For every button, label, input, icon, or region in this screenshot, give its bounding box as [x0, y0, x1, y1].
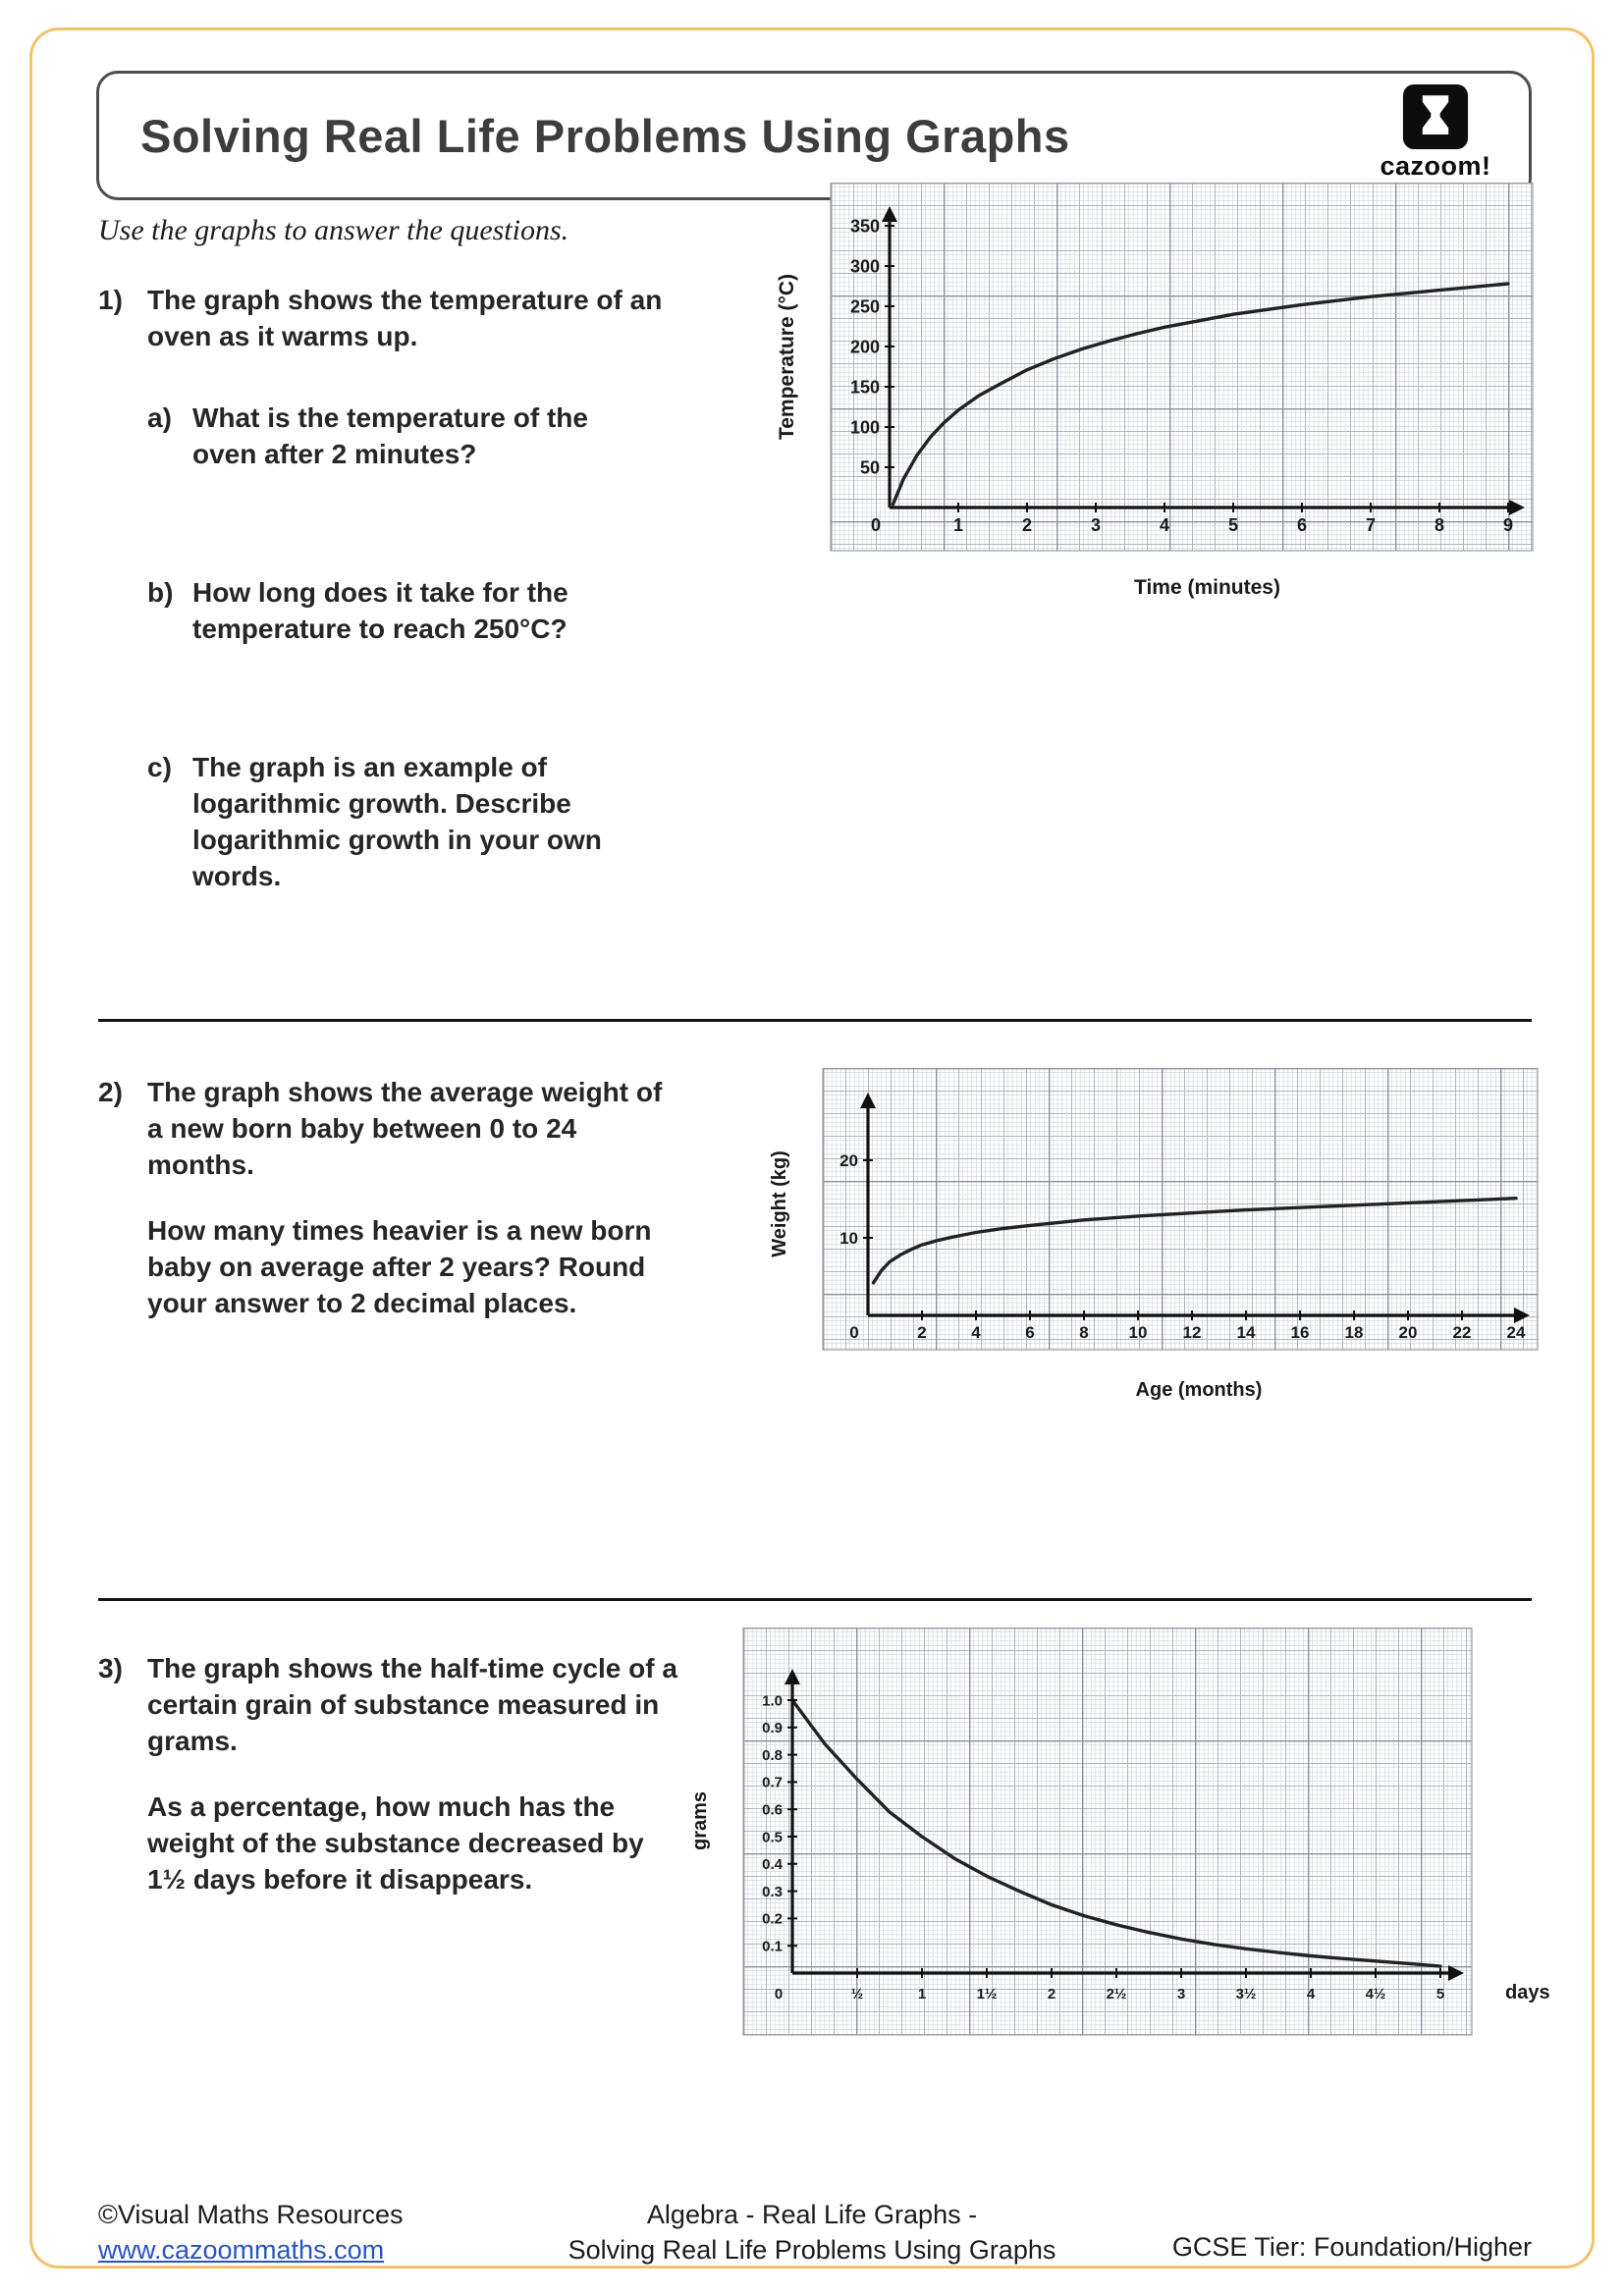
half-life-graph	[682, 1628, 1556, 2097]
svg-text:1: 1	[952, 515, 964, 535]
svg-text:20: 20	[839, 1150, 858, 1170]
intro-text: Use the graphs to answer the questions.	[98, 214, 569, 246]
page-title: Solving Real Life Problems Using Graphs	[140, 109, 1070, 162]
question-1-number: 1)	[98, 285, 123, 315]
svg-text:150: 150	[849, 377, 880, 398]
svg-text:5: 5	[1227, 515, 1239, 535]
svg-text:10: 10	[839, 1228, 858, 1248]
footer-topic-line2: Solving Real Life Problems Using Graphs	[568, 2235, 1056, 2266]
header-box	[96, 71, 1532, 200]
part-c-label: c)	[147, 751, 172, 782]
question-1-part-b	[147, 575, 727, 648]
svg-text:1½: 1½	[976, 1986, 998, 2002]
svg-text:0.8: 0.8	[762, 1746, 783, 1764]
cazoom-logo	[1372, 83, 1499, 182]
svg-text:grams: grams	[689, 1790, 711, 1851]
svg-text:0: 0	[774, 1986, 784, 2002]
svg-text:14: 14	[1236, 1323, 1256, 1342]
svg-text:10: 10	[1128, 1323, 1148, 1342]
svg-text:0.9: 0.9	[762, 1720, 783, 1737]
question-1-text: The graph shows the temperature of an oven as it warms up.	[147, 285, 663, 351]
question-2-stem	[98, 1075, 727, 1184]
svg-text:100: 100	[849, 417, 880, 438]
question-1-stem	[98, 283, 727, 355]
svg-text:12: 12	[1182, 1323, 1202, 1342]
question-2-text2: How many times heavier is a new born baby on average after 2 years? Round your answer to 2 decimal places.	[147, 1214, 652, 1318]
svg-text:2: 2	[917, 1323, 927, 1342]
cazoom-logo-icon	[1402, 83, 1469, 150]
footer-tier: GCSE Tier: Foundation/Higher	[1171, 2232, 1532, 2262]
svg-text:2: 2	[1047, 1986, 1056, 2002]
question-2-text: The graph shows the average weight of a new born baby between 0 to 24 months.	[147, 1077, 663, 1180]
question-3-stem	[98, 1651, 727, 1760]
svg-text:½: ½	[850, 1986, 864, 2002]
question-1-part-c	[147, 750, 727, 895]
svg-text:250: 250	[849, 296, 880, 317]
svg-text:0.4: 0.4	[762, 1856, 783, 1874]
svg-text:4: 4	[1306, 1986, 1316, 2002]
baby-weight-graph	[754, 1068, 1551, 1421]
svg-text:20: 20	[1398, 1323, 1418, 1342]
svg-text:2: 2	[1021, 515, 1033, 535]
question-3-number: 3)	[98, 1653, 123, 1683]
svg-text:Age (months): Age (months)	[1135, 1379, 1263, 1401]
question-2	[98, 1075, 727, 1322]
svg-text:8: 8	[1434, 515, 1445, 535]
svg-text:24: 24	[1506, 1323, 1526, 1342]
svg-text:0.2: 0.2	[762, 1910, 783, 1928]
svg-text:3: 3	[1176, 1986, 1186, 2002]
svg-text:3: 3	[1090, 515, 1102, 535]
svg-text:0.7: 0.7	[762, 1774, 783, 1791]
svg-text:Temperature (°C): Temperature (°C)	[776, 273, 798, 441]
svg-text:8: 8	[1079, 1323, 1089, 1342]
svg-text:7: 7	[1365, 515, 1377, 535]
part-a-text: What is the temperature of the oven after 2 minutes?	[192, 401, 588, 469]
footer-topic-line1: Algebra - Real Life Graphs -	[646, 2200, 978, 2229]
part-a-label: a)	[147, 401, 172, 433]
cazoom-logo-text: cazoom!	[1380, 151, 1491, 181]
svg-text:200: 200	[849, 337, 880, 357]
question-2-number: 2)	[98, 1077, 123, 1107]
svg-text:9: 9	[1502, 515, 1514, 535]
svg-text:5: 5	[1435, 1986, 1445, 2002]
question-1-part-a	[147, 400, 727, 473]
section-divider-1	[98, 1019, 1532, 1022]
svg-text:Time (minutes): Time (minutes)	[1134, 576, 1280, 599]
svg-text:300: 300	[849, 256, 880, 277]
part-c-text: The graph is an example of logarithmic growth. Describe logarithmic growth in your own words.	[192, 751, 602, 891]
svg-text:0.6: 0.6	[762, 1801, 783, 1819]
footer-copyright: ©Visual Maths Resources	[98, 2200, 404, 2229]
question-3-text2: As a percentage, how much has the weight of the substance decreased by 1½ days before it disappears.	[147, 1790, 644, 1895]
svg-text:0.3: 0.3	[762, 1883, 783, 1900]
svg-text:22: 22	[1452, 1323, 1472, 1342]
svg-text:0: 0	[849, 1323, 859, 1342]
part-b-text: How long does it take for the temperature to reach 250°C?	[192, 576, 568, 644]
svg-text:2½: 2½	[1106, 1986, 1127, 2002]
svg-text:18: 18	[1344, 1323, 1364, 1342]
svg-text:16: 16	[1290, 1323, 1310, 1342]
svg-text:0.5: 0.5	[762, 1829, 783, 1846]
svg-text:1: 1	[917, 1986, 927, 2002]
svg-text:350: 350	[849, 216, 880, 237]
svg-text:days: days	[1505, 1982, 1550, 2003]
question-3-text: The graph shows the half-time cycle of a certain grain of substance measured in grams.	[147, 1653, 677, 1756]
svg-text:3½: 3½	[1235, 1986, 1257, 2002]
svg-text:1.0: 1.0	[762, 1692, 783, 1710]
svg-text:6: 6	[1296, 515, 1308, 535]
svg-text:4: 4	[1159, 515, 1170, 535]
svg-text:4: 4	[971, 1323, 981, 1342]
svg-text:6: 6	[1025, 1323, 1035, 1342]
footer-website-link[interactable]: www.cazoommaths.com	[98, 2235, 385, 2266]
svg-text:0: 0	[870, 515, 882, 535]
oven-temperature-graph	[766, 183, 1548, 616]
svg-text:50: 50	[859, 457, 880, 478]
svg-text:Weight (kg): Weight (kg)	[769, 1150, 790, 1257]
section-divider-2	[98, 1598, 1532, 1601]
svg-text:4½: 4½	[1365, 1986, 1386, 2002]
svg-text:0.1: 0.1	[762, 1938, 783, 1955]
part-b-label: b)	[147, 576, 174, 608]
question-1	[98, 283, 727, 895]
question-3	[98, 1651, 727, 1898]
